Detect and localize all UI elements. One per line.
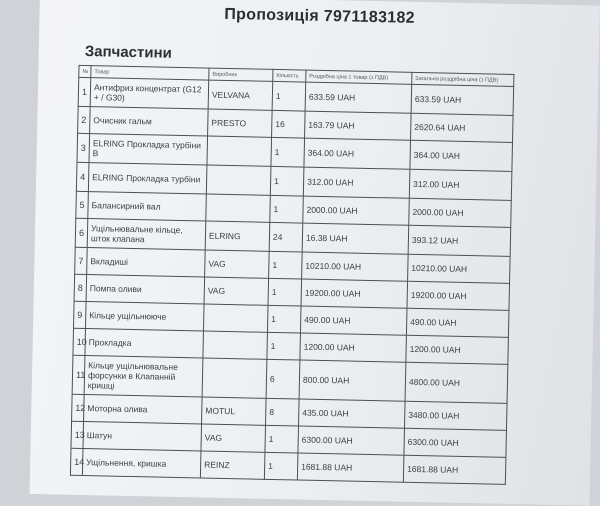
row-number: 12 [72, 394, 85, 421]
quantity: 1 [270, 195, 304, 223]
item-name: Балансирний вал [88, 192, 207, 221]
unit-price: 312.00 UAH [303, 167, 410, 198]
row-number: 1 [78, 77, 91, 106]
header-unit-price: Роздрібна ціна 1 товар (з ПДВ) [306, 70, 412, 84]
quantity: 1 [270, 166, 304, 196]
item-name: Ущільнення, кришка [82, 449, 201, 478]
manufacturer: PRESTO [208, 109, 273, 137]
manufacturer [203, 304, 268, 332]
total-price: 10210.00 UAH [408, 254, 511, 283]
manufacturer: MOTUL [202, 397, 267, 425]
total-price: 19200.00 UAH [407, 281, 510, 310]
unit-price: 490.00 UAH [300, 306, 407, 335]
total-price: 3480.00 UAH [404, 401, 507, 430]
total-price: 2000.00 UAH [409, 198, 512, 227]
item-name: Помпа оливи [86, 275, 205, 304]
row-number: 6 [75, 218, 88, 247]
manufacturer [202, 358, 267, 398]
row-number: 3 [77, 133, 90, 162]
item-name: Антифриз концентрат (G12 + / G30) [90, 78, 209, 109]
unit-price: 16.38 UAH [302, 223, 409, 254]
total-price: 6300.00 UAH [404, 428, 507, 457]
total-price: 393.12 UAH [408, 225, 511, 256]
unit-price: 6300.00 UAH [298, 426, 405, 455]
section-heading: Запчастини [84, 42, 173, 62]
quantity: 1 [272, 81, 306, 111]
quantity: 8 [266, 398, 300, 426]
parts-table [70, 65, 515, 485]
row-number: 8 [74, 274, 87, 301]
quantity: 1 [269, 251, 303, 279]
row-number: 11 [72, 355, 85, 394]
quantity: 6 [266, 359, 300, 399]
manufacturer [203, 331, 268, 359]
total-price: 1681.88 UAH [403, 455, 506, 484]
row-number: 7 [75, 247, 88, 274]
item-name: Очисник гальм [90, 107, 209, 136]
row-number: 9 [74, 301, 87, 328]
unit-price: 633.59 UAH [305, 82, 412, 113]
manufacturer: REINZ [200, 451, 265, 479]
row-number: 4 [76, 162, 89, 191]
total-price: 312.00 UAH [409, 169, 512, 200]
item-name: Кільце ущільнююче [86, 302, 205, 331]
unit-price: 800.00 UAH [299, 360, 406, 401]
manufacturer: VAG [204, 277, 269, 305]
row-number: 2 [78, 106, 91, 133]
row-number: 14 [70, 448, 83, 475]
manufacturer [206, 194, 271, 222]
total-price: 633.59 UAH [411, 84, 514, 115]
unit-price: 364.00 UAH [304, 138, 411, 169]
document-title: Пропозиція 7971183182 [224, 5, 416, 27]
unit-price: 435.00 UAH [299, 399, 406, 428]
total-price: 4800.00 UAH [405, 362, 508, 403]
total-price: 2620.64 UAH [411, 113, 514, 142]
quantity: 1 [265, 425, 299, 453]
item-name: ELRING Прокладка турбіни [88, 163, 207, 194]
item-name: Ущільнювальне кільце, шток клапана [87, 219, 206, 250]
manufacturer [207, 136, 272, 166]
unit-price: 163.79 UAH [305, 111, 412, 140]
item-name: Прокладка [85, 329, 204, 358]
document-sheet [30, 0, 600, 506]
manufacturer: ELRING [205, 221, 270, 251]
header-manufacturer: Виробник [209, 68, 273, 81]
manufacturer: VELVANA [208, 80, 273, 110]
item-name: Вкладиші [87, 248, 206, 277]
quantity: 1 [271, 137, 305, 167]
unit-price: 2000.00 UAH [303, 196, 410, 225]
manufacturer [206, 165, 271, 195]
manufacturer: VAG [201, 424, 266, 452]
item-name: Шатун [83, 422, 202, 451]
quantity: 1 [264, 452, 298, 480]
quantity: 24 [269, 222, 303, 252]
total-price: 490.00 UAH [406, 308, 509, 337]
row-number: 13 [71, 421, 84, 448]
manufacturer: VAG [205, 250, 270, 278]
header-total-price: Загальна роздрібна ціна (з ПДВ) [412, 72, 514, 86]
quantity: 1 [267, 332, 301, 360]
item-name: Кільце ущільнювальне форсунки в Клапанній кришці [84, 356, 203, 397]
row-number: 10 [73, 328, 86, 355]
total-price: 364.00 UAH [410, 140, 513, 171]
quantity: 1 [268, 278, 302, 306]
header-number: № [79, 65, 91, 77]
quantity: 16 [272, 110, 306, 138]
unit-price: 1681.88 UAH [297, 453, 404, 482]
unit-price: 19200.00 UAH [301, 279, 408, 308]
row-number: 5 [76, 191, 89, 218]
header-quantity: Кількість [273, 69, 306, 82]
total-price: 1200.00 UAH [406, 335, 509, 364]
item-name: Моторна олива [84, 395, 203, 424]
unit-price: 10210.00 UAH [302, 252, 409, 281]
quantity: 1 [267, 305, 301, 333]
header-item: Товар [91, 66, 209, 80]
item-name: ELRING Прокладка турбіни B [89, 134, 208, 165]
unit-price: 1200.00 UAH [300, 333, 407, 362]
